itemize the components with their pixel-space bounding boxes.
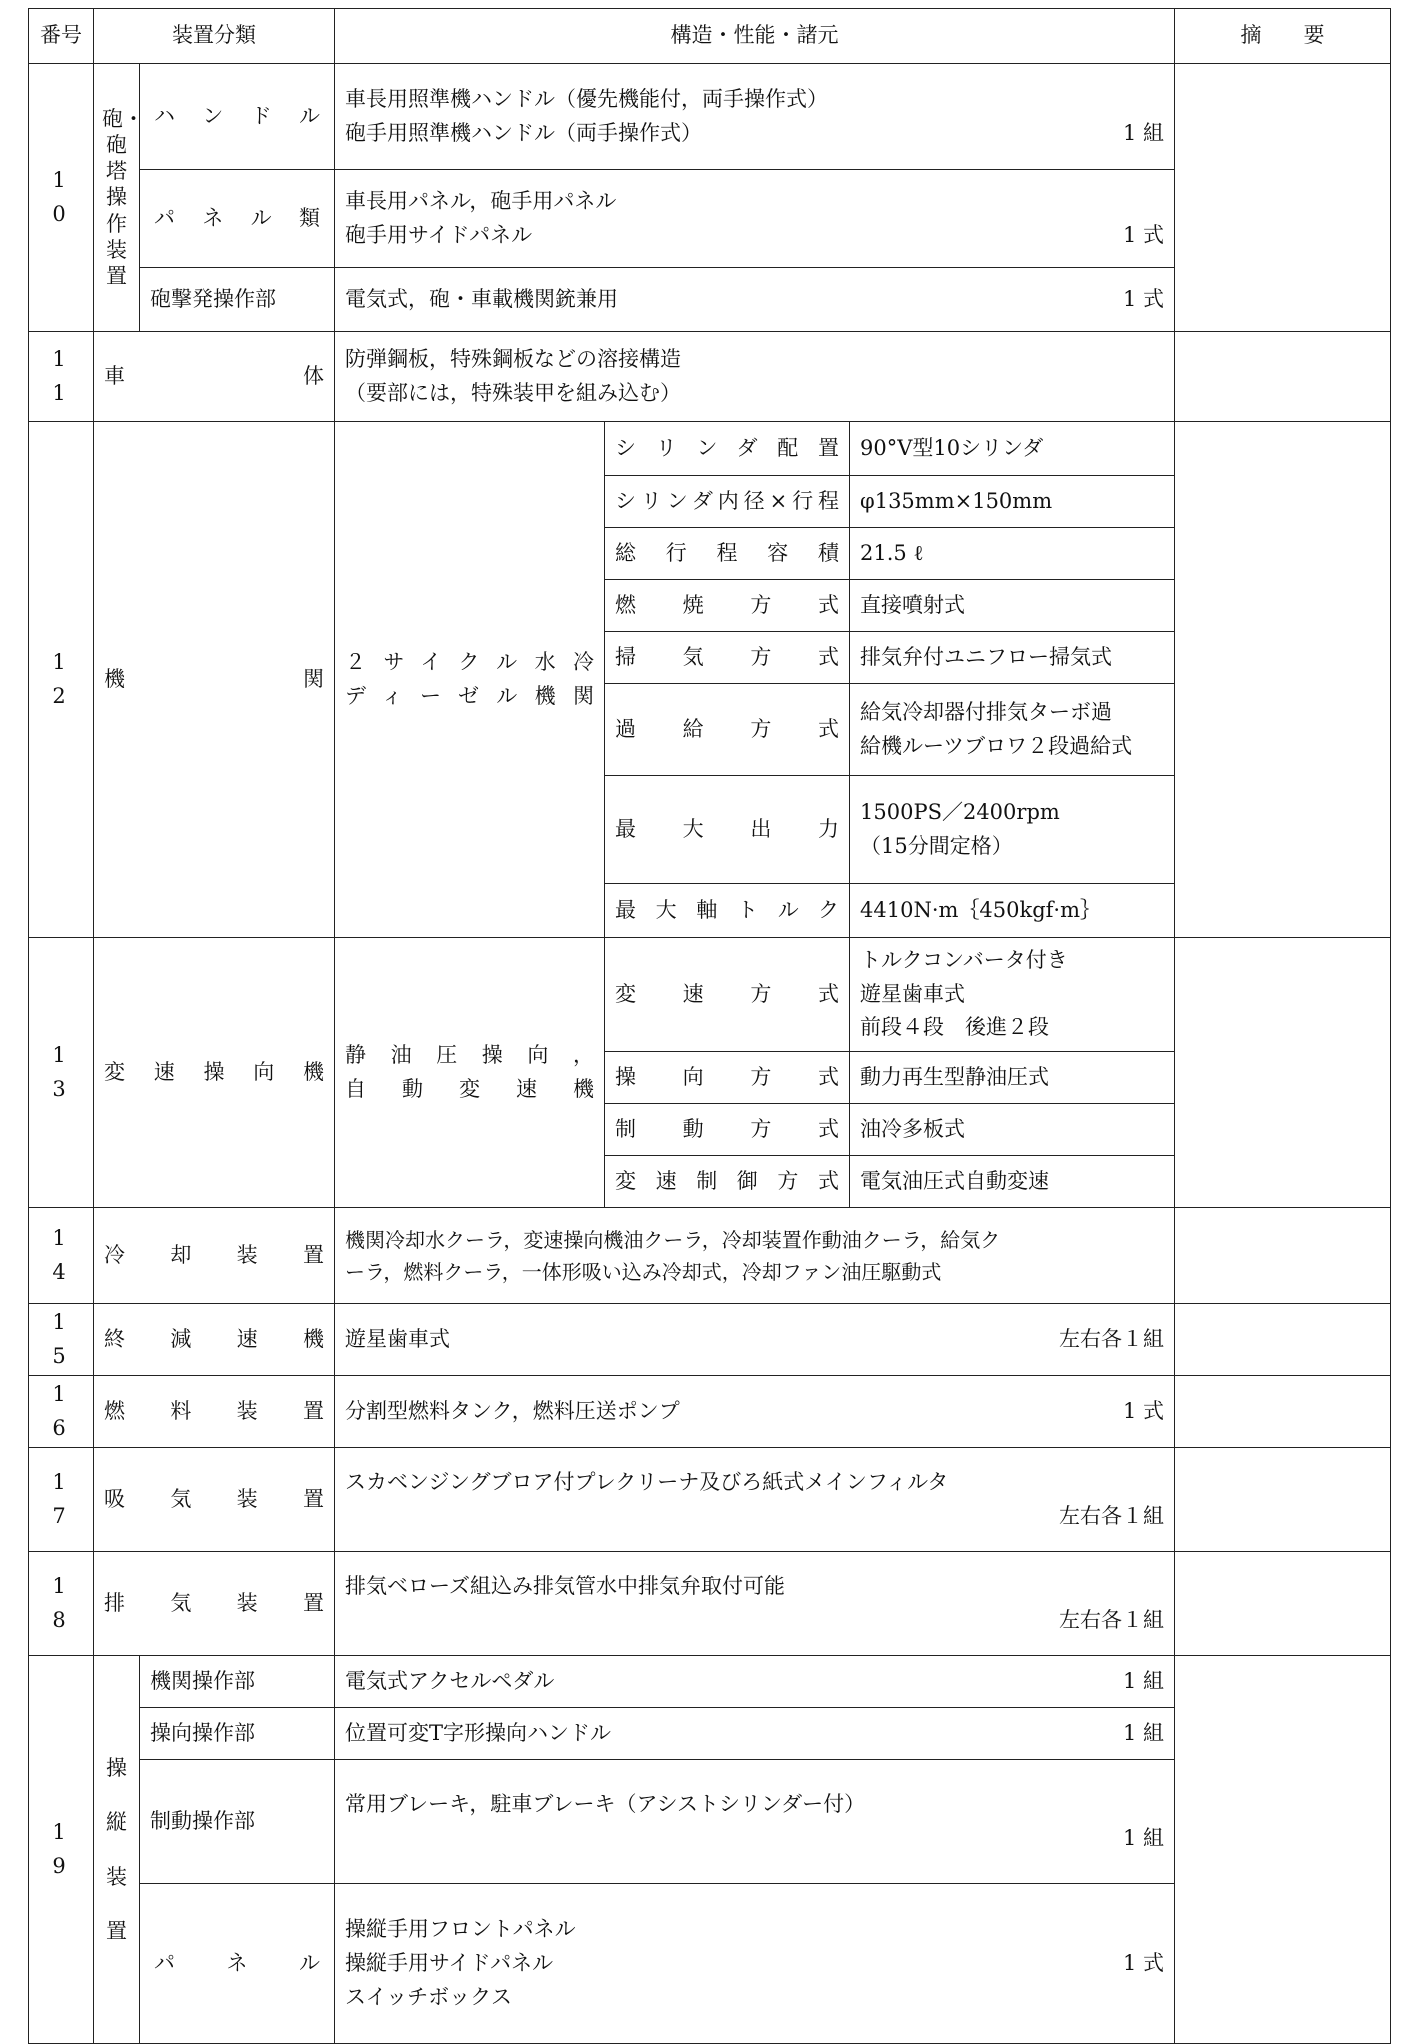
header-category: 装置分類: [94, 9, 335, 64]
remarks-cell: [1175, 1552, 1391, 1656]
row-number: 1 4: [29, 1208, 94, 1304]
spec-line: 操縦手用フロントパネル: [345, 1917, 576, 1942]
quantity: 1 組: [1122, 1721, 1164, 1746]
spec-key: 燃焼方式: [605, 580, 850, 632]
spec-cell: [335, 64, 1175, 170]
spec-value: 電気油圧式自動変速: [850, 1156, 1175, 1208]
quantity: 1 組: [1122, 1669, 1164, 1694]
subcategory: [140, 1884, 335, 2044]
header-no: 番号: [29, 9, 94, 64]
spec-line: 遊星歯車式: [860, 981, 965, 1006]
spec-line: 車長用パネル，砲手用パネル: [345, 188, 617, 213]
spec-cell: [335, 1708, 1175, 1760]
spec-key: 操向方式: [605, 1052, 850, 1104]
subcategory: [140, 64, 335, 170]
spec-line: 常用ブレーキ，駐車ブレーキ（アシストシリンダー付）: [345, 1792, 866, 1817]
quantity: 1 式: [1122, 286, 1164, 311]
quantity: 左右各１組: [1059, 1326, 1164, 1351]
quantity: 1 式: [1122, 1951, 1164, 1976]
table-row: [29, 1376, 1391, 1448]
category: 燃料装置: [94, 1376, 335, 1448]
spec-key: 制動方式: [605, 1104, 850, 1156]
spec-line: （要部には，特殊装甲を組み込む）: [345, 380, 681, 405]
spec-key: 過給方式: [605, 684, 850, 776]
subcategory: 制動操作部: [140, 1760, 335, 1884]
row-number: 1 2: [29, 422, 94, 938]
type-line: ディーゼル機関: [345, 683, 594, 708]
spec-line: 排気ベローズ組込み排気管水中排気弁取付可能: [345, 1574, 785, 1599]
spec-value: 90°V型10シリンダ: [850, 422, 1175, 476]
spec-value: [850, 938, 1175, 1052]
remarks-cell: [1175, 1208, 1391, 1304]
category: 変速操向機: [94, 938, 335, 1208]
remarks-cell: [1175, 332, 1391, 422]
subcategory: 操向操作部: [140, 1708, 335, 1760]
spec-line: 車長用照準機ハンドル（優先機能付，両手操作式）: [345, 86, 828, 111]
quantity: 左右各１組: [1059, 1607, 1164, 1632]
header-remarks: 摘 要: [1175, 9, 1391, 64]
table-row: [29, 1656, 1391, 1708]
spec-text: 電気式アクセルペダル: [345, 1669, 555, 1694]
spec-line: 機関冷却水クーラ，変速操向機油クーラ，冷却装置作動油クーラ，給気ク: [345, 1227, 1001, 1252]
spec-value: 排気弁付ユニフロー掃気式: [850, 632, 1175, 684]
category: 終減速機: [94, 1304, 335, 1376]
spec-line: スイッチボックス: [345, 1984, 512, 2009]
spec-value: 21.5 ℓ: [850, 528, 1175, 580]
table-header-row: [29, 9, 1391, 64]
category-group: 操縦装置: [94, 1656, 140, 2044]
subcategory-label: パネル類: [154, 205, 320, 230]
spec-cell: [335, 1656, 1175, 1708]
row-number: 1 3: [29, 938, 94, 1208]
quantity: 1 式: [1122, 1398, 1164, 1423]
remarks-cell: [1175, 1448, 1391, 1552]
row-number: 1 0: [29, 64, 94, 332]
spec-line: [345, 1947, 1164, 1981]
subcategory-label: パネル: [154, 1951, 320, 1976]
engine-type: [335, 422, 605, 938]
quantity: 左右各１組: [1059, 1503, 1164, 1528]
category: 車体: [94, 332, 335, 422]
spec-cell: [335, 170, 1175, 268]
spec-line: [345, 117, 1164, 151]
category: 冷却装置: [94, 1208, 335, 1304]
spec-value: 油冷多板式: [850, 1104, 1175, 1156]
spec-line: スカベンジングブロア付プレクリーナ及びろ紙式メインフィルタ: [345, 1470, 949, 1495]
type-line: 静油圧操向，: [345, 1042, 594, 1067]
spec-cell: [335, 332, 1175, 422]
spec-text: 位置可変T字形操向ハンドル: [345, 1721, 612, 1746]
spec-cell: [335, 1208, 1175, 1304]
spec-text: 砲手用照準機ハンドル（両手操作式）: [345, 120, 702, 145]
spec-key: 最大出力: [605, 776, 850, 884]
category: 機関: [94, 422, 335, 938]
spec-line: 給気冷却器付排気ターボ過: [860, 699, 1112, 724]
spec-text: 砲手用サイドパネル: [345, 222, 533, 247]
table-row: [29, 422, 1391, 476]
row-number: 1 8: [29, 1552, 94, 1656]
spec-line: ーラ，燃料クーラ，一体形吸い込み冷却式，冷却ファン油圧駆動式: [345, 1259, 942, 1284]
spec-line: 1500PS／2400rpm: [860, 799, 1060, 824]
spec-line: [345, 219, 1164, 253]
spec-value: 4410N·m｛450kgf·m｝: [850, 884, 1175, 938]
spec-cell: [335, 1448, 1175, 1552]
spec-cell: [335, 1304, 1175, 1376]
spec-cell: [335, 1760, 1175, 1884]
spec-cell: [335, 1376, 1175, 1448]
remarks-cell: [1175, 422, 1391, 938]
subcategory: 機関操作部: [140, 1656, 335, 1708]
spec-text: 分割型燃料タンク，燃料圧送ポンプ: [345, 1398, 680, 1423]
spec-text: 電気式，砲・車載機関銃兼用: [345, 286, 618, 311]
row-number: 1 6: [29, 1376, 94, 1448]
type-line: 自動変速機: [345, 1076, 594, 1101]
spec-key: 掃気方式: [605, 632, 850, 684]
spec-value: [850, 684, 1175, 776]
table-row: [29, 938, 1391, 1052]
type-line: ２サイクル水冷: [345, 649, 594, 674]
spec-text: 操縦手用サイドパネル: [345, 1951, 554, 1976]
header-spec: 構造・性能・諸元: [335, 9, 1175, 64]
spec-cell: [335, 1552, 1175, 1656]
spec-value: [850, 776, 1175, 884]
category: 排気装置: [94, 1552, 335, 1656]
spec-line: トルクコンバータ付き: [860, 948, 1068, 973]
quantity: 1 式: [1122, 222, 1164, 247]
subcategory: 砲撃発操作部: [140, 268, 335, 332]
table-row: [29, 1304, 1391, 1376]
table-row: [29, 64, 1391, 170]
spec-key: シリンダ内径×行程: [605, 476, 850, 528]
spec-text: 遊星歯車式: [345, 1326, 450, 1351]
spec-key: 変速方式: [605, 938, 850, 1052]
spec-key: シリンダ配置: [605, 422, 850, 476]
row-number: 1 7: [29, 1448, 94, 1552]
remarks-cell: [1175, 64, 1391, 332]
spec-value: 直接噴射式: [850, 580, 1175, 632]
subcategory-label: ハンドル: [154, 103, 320, 128]
row-number: 1 1: [29, 332, 94, 422]
subcategory: [140, 170, 335, 268]
quantity: 1 組: [1122, 120, 1164, 145]
spec-value: 動力再生型静油圧式: [850, 1052, 1175, 1104]
transmission-type: [335, 938, 605, 1208]
spec-key: 総行程容積: [605, 528, 850, 580]
spec-cell: [335, 1884, 1175, 2044]
spec-cell: [335, 268, 1175, 332]
spec-line: （15分間定格）: [860, 833, 1013, 858]
row-number: 1 9: [29, 1656, 94, 2044]
table-row: [29, 1552, 1391, 1656]
category: 吸気装置: [94, 1448, 335, 1552]
spec-value: φ135mm×150mm: [850, 476, 1175, 528]
spec-line: 前段４段 後進２段: [860, 1015, 1049, 1040]
remarks-cell: [1175, 1376, 1391, 1448]
remarks-cell: [1175, 938, 1391, 1208]
table-row: [29, 332, 1391, 422]
spec-table: [28, 8, 1391, 2044]
spec-key: 最大軸トルク: [605, 884, 850, 938]
spec-line: 防弾鋼板，特殊鋼板などの溶接構造: [345, 346, 681, 371]
table-row: [29, 1448, 1391, 1552]
spec-key: 変速制御方式: [605, 1156, 850, 1208]
table-row: [29, 1208, 1391, 1304]
remarks-cell: [1175, 1304, 1391, 1376]
spec-line: 給機ルーツブロワ２段過給式: [860, 733, 1133, 758]
quantity: 1 組: [1122, 1825, 1164, 1850]
category-group: 砲・砲塔操作装置: [94, 64, 140, 332]
remarks-cell: [1175, 1656, 1391, 2044]
row-number: 1 5: [29, 1304, 94, 1376]
